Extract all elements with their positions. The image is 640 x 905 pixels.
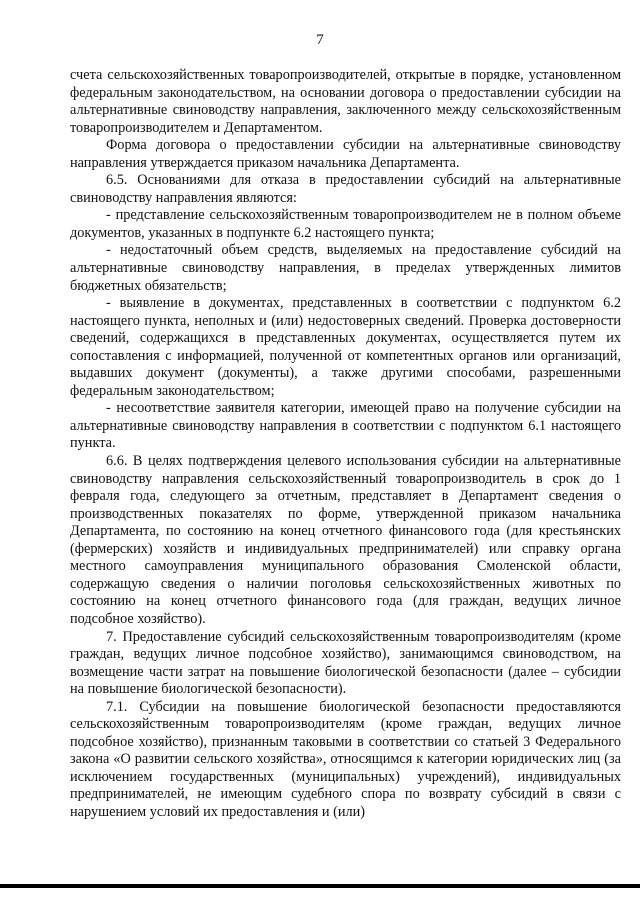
paragraph-contract-form: Форма договора о предоставлении субсидии на альтернативные свиноводству направления утверждается приказом начальника Департамента. (70, 137, 621, 171)
paragraph-7-1: 7.1. Субсидии на повышение биологической безопасности предоставляются сельскохозяйственным товаропроизводителям (кроме граждан, ведущих личное подсобное хозяйство), признанным таковыми в соответствии со статьей 3 Федерального закона «О развитии сельского хозяйства», относящимся к категории юридических лиц (за исключением государственных (муниципальных) учреждений), индивидуальных предпринимателей, не имеющим судебного спора по возврату субсидий в связи с нарушением условий их предоставления и (или) (70, 698, 621, 820)
page-number: 7 (316, 32, 324, 48)
paragraph-6-6: 6.6. В целях подтверждения целевого использования субсидии на альтернативные свиноводству направления сельскохозяйственный товаропроизводитель в срок до 1 февраля года, следующего за отчетным, представляет в Департамент сведения о производственных показателях по форме, утвержденной приказом начальника Департамента, по состоянию на конец отчетного финансового года (для крестьянских (фермерских) хозяйств и индивидуальных предпринимателей) или справку органа местного самоуправления муниципального образования Смоленской области, содержащую сведения о наличии поголовья сельскохозяйственных животных по состоянию на конец отчетного финансового года (для граждан, ведущих личное подсобное хозяйство). (70, 453, 621, 627)
list-item-unreliable-information: - выявление в документах, представленных в соответствии с подпунктом 6.2 настоящего пункта, неполных и (или) недостоверных сведений. Проверка достоверности сведений, содержащихся в представленных документах, осуществляется путем их сопоставления с информацией, полученной от компетентных органов или организаций, выдавших документ (документы), а также другими способами, разрешенными федеральным законодательством; (70, 295, 621, 399)
list-item-incomplete-documents: - представление сельскохозяйственным товаропроизводителем не в полном объеме документов, указанных в подпункте 6.2 настоящего пункта; (70, 207, 621, 241)
list-item-insufficient-funds: - недостаточный объем средств, выделяемых на предоставление субсидий на альтернативные свиноводству направления, в пределах утвержденных лимитов бюджетных обязательств; (70, 242, 621, 294)
paragraph-7: 7. Предоставление субсидий сельскохозяйственным товаропроизводителям (кроме граждан, ведущих личное подсобное хозяйство), занимающимся свиноводством, на возмещение части затрат на повышение биологической безопасности (далее – субсидии на повышение биологической безопасности). (70, 628, 621, 698)
document-body (70, 67, 621, 822)
paragraph-continuation: счета сельскохозяйственных товаропроизводителей, открытые в порядке, установленном федеральным законодательством, на основании договора о предоставлении субсидии на альтернативные свиноводству направления, заключенного между сельскохозяйственным товаропроизводителем и Департаментом. (70, 67, 621, 136)
paragraph-6-5: 6.5. Основаниями для отказа в предоставлении субсидий на альтернативные свиноводству направления являются: (70, 172, 621, 206)
list-item-category-mismatch: - несоответствие заявителя категории, имеющей право на получение субсидии на альтернативные свиноводству направления в соответствии с подпунктом 6.1 настоящего пункта. (70, 400, 621, 452)
bottom-rule (0, 884, 640, 888)
